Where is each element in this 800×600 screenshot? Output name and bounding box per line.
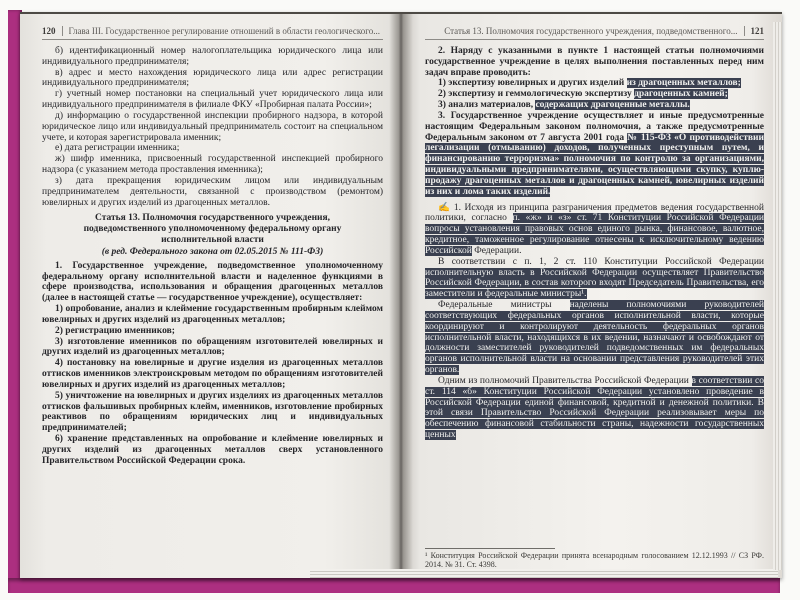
paragraph: 1) опробование, анализ и клеймение государственным пробирным клеймом ювелирных и других изделий из драгоценных металлов;	[42, 304, 383, 325]
text-run: 3. Государственное учреждение осуществляет и иные предусмотренные настоящим Федеральным законом полномочия, а также предусмотренные Федеральным законом от 7 августа 2001 года	[425, 110, 764, 143]
paragraph	[425, 100, 764, 111]
left-page	[20, 14, 401, 578]
paragraph	[425, 203, 764, 257]
highlighted-text: наделены полномочиями руководителей соответствующих федеральных органов исполнительной власти, которые координируют и контролируют деятельность федеральных органов исполнительной власти, находящихся в их ведении, назначают и освобождают от должности заместителей руководителей подведомственных им федеральных органов исполнительной власти на основании представления руководителей этих органов.	[425, 300, 764, 376]
left-page-text	[42, 46, 383, 466]
paragraph: д) информацию о государственной инспекции пробирного надзора, в которой юридическое лицо или индивидуальный предприниматель состоит на специальном учете, и которая зарегистрировала именник;	[42, 110, 383, 143]
paragraph	[425, 300, 764, 376]
text-run: 3) анализ материалов,	[438, 100, 536, 111]
text-run: Федеральные министры	[438, 300, 570, 311]
footnote-block	[425, 544, 764, 570]
paragraph	[425, 376, 764, 441]
paragraph: 5) уничтожение на ювелирных и других изделиях из драгоценных металлов оттисков фальшивых пробирных клейм, именников, изготовление пробирных реактивов по обращениям юридических лиц и индивидуальных предпринимателей;	[42, 390, 383, 434]
paragraph: 4) постановку на ювелирные и другие изделия из драгоценных металлов оттисков именников электроискровым методом по обращениям изготовителей ювелирных и других изделий из драгоценных металлов;	[42, 358, 383, 390]
highlighted-text: исполнительную власть в Российской Федерации осуществляет Правительство Российской Федерации, в состав которого входят Председатель Правительства, его заместители и федеральные министры¹.	[425, 267, 764, 300]
left-page-number: 120	[42, 26, 56, 36]
left-page-header	[42, 26, 383, 40]
paragraph	[425, 111, 764, 198]
header-divider-bar	[62, 26, 63, 36]
text-run: 1) экспертизу ювелирных и других изделий	[438, 78, 627, 89]
header-divider-bar	[744, 26, 745, 36]
right-running-head: Статья 13. Полномочия государственного учреждения, подведомственного...	[444, 26, 738, 36]
text-run: Федерации.	[471, 245, 522, 256]
highlighted-text: п. «ж» и «з» ст. 71 Конституции Российской Федерации вопросы установления правовых основ единого рынка, финансовое, валютное, кредитное, таможенное регулирование отнесены к исключительному ведению Российской	[425, 213, 764, 256]
text-run: В соответствии с п. 1, 2 ст. 110 Конституции Российской Федерации	[438, 256, 764, 267]
highlighted-text: из драгоценных металлов;	[626, 78, 741, 89]
paragraph: з) дата прекращения юридическим лицом или индивидуальным предпринимателем деятельности, связанной с производством (ремонтом) ювелирных и других изделий из драгоценных металлов.	[42, 175, 383, 208]
left-running-head: Глава III. Государственное регулирование отношений в области геологического...	[68, 26, 381, 36]
paragraph: 6) хранение представленных на опробование и клеймение ювелирных и других изделий из драгоценных металлов сверх установленного Правительством Российской Федерации срока.	[42, 433, 383, 466]
paragraph: 2) регистрацию именников;	[55, 325, 175, 336]
paragraph: в) адрес и место нахождения юридического лица или адрес регистрации индивидуального предпринимателя;	[42, 67, 383, 89]
paragraph	[425, 89, 764, 100]
highlighted-text: № 115-ФЗ «О противодействии легализации (отмыванию) доходов, полученных преступным путем, и финансированию терроризма» полномочия по контролю за организациями, индивидуальными предпринимателями, осуществляющими скупку, куплю-продажу драгоценных металлов и драгоценных камней, ювелирных изделий из них и лома таких изделий.	[425, 132, 764, 197]
paragraph: б) идентификационный номер налогоплательщика юридического лица или индивидуального предпринимателя;	[42, 46, 383, 67]
text-run: 2) экспертизу и геммологическую экспертизу	[438, 89, 635, 100]
book-spread	[20, 12, 782, 578]
paragraph: Статья 13. Полномочия государственного учреждения, подведомственного уполномоченному федеральному органу исполнительной власти	[83, 213, 342, 246]
highlighted-text: драгоценных камней;	[634, 89, 728, 100]
page-edges-bottom	[310, 569, 778, 578]
text-run: Одним из полномочий Правительства Российской Федерации	[438, 375, 692, 386]
right-page-number: 121	[750, 26, 764, 36]
commentary-pencil-icon: ✍	[438, 202, 451, 213]
right-page-text	[425, 46, 764, 544]
paragraph: (в ред. Федерального закона от 02.05.2015 № 111-ФЗ)	[101, 246, 324, 257]
book-cover-bottom	[8, 578, 780, 593]
highlighted-text: содержащих драгоценные металлы.	[535, 100, 690, 111]
highlighted-text: в соответствии со ст. 114 «б» Конституции Российской Федерации установлено проведение в Российской Федерации единой финансовой, кредитной и денежной политики. В этой связи Правительство Российской Федерации реализовывает меры по обеспечению финансовой стабильности страны, надежности государственных ценных	[425, 375, 764, 440]
paragraph: 3) изготовление именников по обращениям изготовителей ювелирных и других изделий из драгоценных металлов;	[42, 336, 383, 358]
paragraph: г) учетный номер постановки на специальный учет юридического лица или индивидуального предпринимателя в филиале ФКУ «Пробирная палата России»;	[42, 89, 383, 111]
text-run: 1. Исходя из принципа разграничения предметов ведения государственной политики, согласно	[425, 202, 764, 224]
right-page-header	[425, 26, 764, 40]
paragraph	[425, 257, 764, 300]
page-edges-right	[773, 22, 782, 570]
paragraph: ж) шифр именника, присвоенный государственной инспекцией пробирного надзора (с указанием метода проставления именника);	[42, 154, 383, 176]
paragraph	[425, 78, 764, 89]
right-page	[401, 14, 782, 578]
text-run: 2. Наряду с указанными в пункте 1 настоящей статьи полномочиями государственное учреждение в целях выполнения поставленных перед ним задач вправе проводить:	[425, 46, 764, 78]
paragraph	[425, 46, 764, 78]
paragraph: 1. Государственное учреждение, подведомственное уполномоченному федеральному органу исполнительной власти и наделенное функциями в сфере производства, использования и обращения драгоценных металлов (далее в настоящей статье — государственное учреждение), осуществляет:	[42, 260, 383, 304]
footnote-text: ¹ Конституция Российской Федерации принята всенародным голосованием 12.12.1993 // СЗ РФ. 2014. № 31. Ст. 4398.	[425, 550, 764, 570]
paragraph: е) дата регистрации именника;	[55, 143, 180, 154]
footnote-rule	[425, 548, 555, 549]
